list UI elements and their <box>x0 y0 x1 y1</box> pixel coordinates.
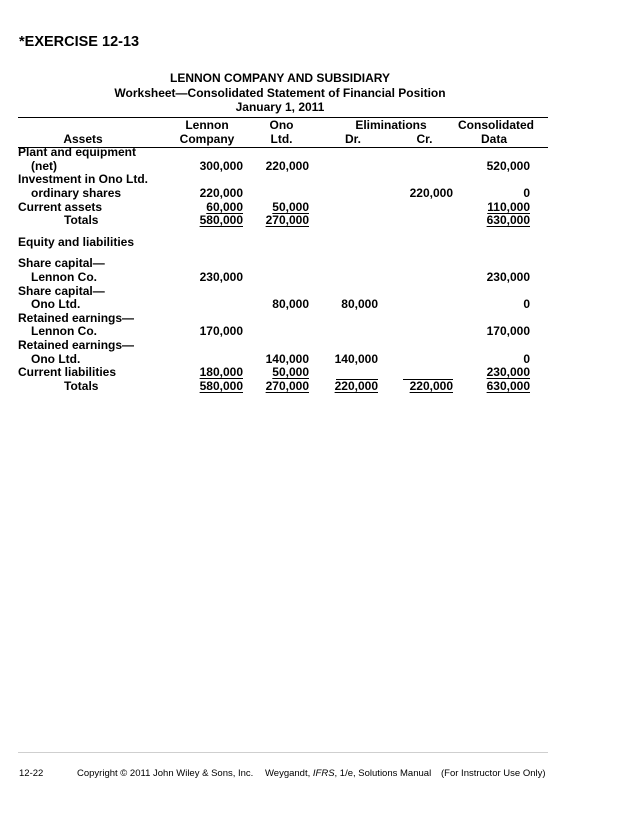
book-reference <box>265 768 431 779</box>
copyright: Copyright © 2011 John Wiley & Sons, Inc. <box>77 768 254 779</box>
row-label: Retained earnings— <box>18 310 135 325</box>
cell-consolidated: 630,000 <box>486 213 530 228</box>
cell-ono: 50,000 <box>272 365 309 380</box>
cell-lennon: 170,000 <box>199 324 243 339</box>
cell-lennon: 220,000 <box>199 185 243 200</box>
row-label: Current liabilities <box>18 365 117 380</box>
cell-lennon: 60,000 <box>206 199 243 214</box>
row-share-capital-ono-ltd <box>18 298 548 312</box>
row-share-capital-lennon <box>18 257 548 271</box>
col-eliminations-header: Eliminations <box>355 118 427 132</box>
statement-title: Worksheet—Consolidated Statement of Financial Position <box>114 86 446 100</box>
row-current-assets <box>18 201 548 215</box>
cell-ono: 270,000 <box>265 213 309 228</box>
row-label: Totals <box>64 378 99 393</box>
col-assets-header: Assets <box>63 131 103 146</box>
cell-ono: 50,000 <box>272 199 309 214</box>
section-heading: Equity and liabilities <box>18 234 135 249</box>
col-dr-header: Dr. <box>344 131 361 146</box>
cell-cr: 220,000 <box>409 378 453 393</box>
cell-ono: 270,000 <box>265 378 309 393</box>
row-label: Retained earnings— <box>18 337 135 352</box>
row-label: Lennon Co. <box>31 269 97 284</box>
book-title: IFRS <box>312 768 335 779</box>
exercise-title: *EXERCISE 12-13 <box>19 34 140 50</box>
cell-ono: 140,000 <box>265 351 309 366</box>
cell-lennon: 180,000 <box>199 365 243 380</box>
cell-consolidated: 0 <box>523 185 530 200</box>
col-ono-header-2: Ltd. <box>270 131 293 146</box>
row-retained-earnings-lennon-co <box>18 325 548 339</box>
col-ono-header: Ono <box>269 118 294 132</box>
row-label: Share capital— <box>18 256 105 271</box>
column-header-row-2 <box>18 133 548 147</box>
cell-lennon: 230,000 <box>199 269 243 284</box>
row-label: Lennon Co. <box>31 324 97 339</box>
cell-consolidated: 0 <box>523 351 530 366</box>
cell-consolidated: 110,000 <box>487 199 530 214</box>
cell-consolidated: 230,000 <box>486 269 530 284</box>
cell-lennon: 300,000 <box>199 158 243 173</box>
row-equity-totals <box>18 380 548 394</box>
row-label: (net) <box>31 158 57 173</box>
cell-consolidated: 0 <box>523 297 530 312</box>
row-label: Ono Ltd. <box>31 351 81 366</box>
cell-ono: 220,000 <box>265 158 309 173</box>
row-label: Plant and equipment <box>18 145 137 160</box>
row-assets-totals <box>18 214 548 228</box>
row-plant-equipment-net <box>18 160 548 174</box>
row-investment-shares <box>18 187 548 201</box>
col-cr-header: Cr. <box>416 131 433 146</box>
row-retained-earnings-ono-ltd <box>18 353 548 367</box>
page-number: 12-22 <box>19 768 44 779</box>
cell-dr: 220,000 <box>334 378 378 393</box>
row-plant-equipment <box>18 146 548 160</box>
row-label: ordinary shares <box>31 185 122 200</box>
cell-lennon: 580,000 <box>199 213 243 228</box>
row-label: Current assets <box>18 199 103 214</box>
row-label: Investment in Ono Ltd. <box>18 172 149 187</box>
col-lennon-header-2: Company <box>179 131 235 146</box>
header-rule-bottom <box>18 147 548 148</box>
row-retained-earnings-lennon <box>18 312 548 326</box>
row-current-liabilities <box>18 366 548 380</box>
col-data-header: Data <box>480 131 507 146</box>
row-investment <box>18 173 548 187</box>
worksheet-table <box>18 119 548 393</box>
footer-rule <box>18 752 548 753</box>
row-label: Ono Ltd. <box>31 297 81 312</box>
cell-dr: 140,000 <box>334 351 378 366</box>
cell-consolidated: 520,000 <box>486 158 530 173</box>
company-name: LENNON COMPANY AND SUBSIDIARY <box>169 71 390 85</box>
row-share-capital-ono <box>18 285 548 299</box>
row-share-capital-lennon-co <box>18 271 548 285</box>
cell-dr: 80,000 <box>341 297 378 312</box>
cell-consolidated: 630,000 <box>486 378 530 393</box>
statement-date: January 1, 2011 <box>235 100 325 114</box>
col-consolidated-header: Consolidated <box>458 118 535 132</box>
book-edition: , 1/e, Solutions Manual <box>334 768 432 779</box>
cell-cr: 220,000 <box>409 185 453 200</box>
row-label: Share capital— <box>18 283 105 298</box>
row-equity-heading <box>18 236 548 250</box>
cell-ono: 80,000 <box>272 297 309 312</box>
cell-lennon: 580,000 <box>199 378 243 393</box>
cell-consolidated: 230,000 <box>486 365 530 380</box>
cell-consolidated: 170,000 <box>486 324 530 339</box>
column-header-row-1 <box>18 119 548 133</box>
row-label: Totals <box>64 213 99 228</box>
instructor-note: (For Instructor Use Only) <box>441 768 546 779</box>
book-author: Weygandt, <box>265 768 313 779</box>
col-lennon-header: Lennon <box>185 118 229 132</box>
row-retained-earnings-ono <box>18 339 548 353</box>
